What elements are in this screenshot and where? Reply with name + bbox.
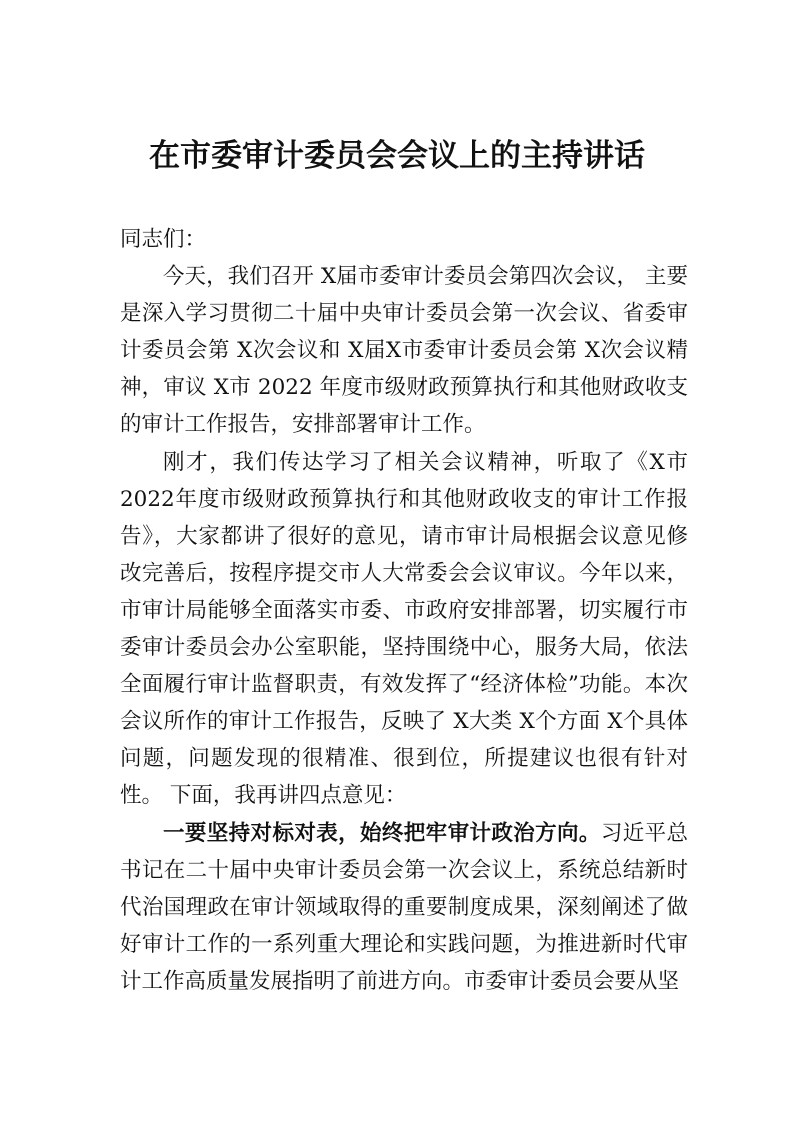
document-title: 在市委审计委员会会议上的主持讲话 <box>149 138 645 174</box>
paragraph-point-one <box>120 815 688 1000</box>
document-body <box>120 221 688 1000</box>
point-one-text: 习近平总书记在二十届中央审计委员会第一次会议上，系统总结新时代治国理政在审计领域取得的重要制度成果，深刻阐述了做好审计工作的一系列重大理论和实践问题，为推进新时代审计工作高质量发展指明了前进方向。市委审计委员会要从坚 <box>120 820 688 994</box>
salutation: 同志们： <box>120 227 207 252</box>
paragraph-review: 刚才，我们传达学习了相关会议精神，听取了《X市 2022年度市级财政预算执行和其他财政收支的审计工作报告》，大家都讲了很好的意见，请市审计局根据会议意见修改完善后，按程序提交市人大常委会会议审议。今年以来，市审计局能够全面落实市委、市政府安排部署，切实履行市委审计委员会办公室职能，坚持围绕中心，服务大局，依法全面履行审计监督职责，有效发挥了“经济体检”功能。本次会议所作的审计工作报告，反映了 X大类 X个方面 X个具体问题，问题发现的很精准、很到位，所提建议也很有针对性。 下面，我再讲四点意见： <box>120 449 688 809</box>
point-one-heading: 一要坚持对标对表，始终把牢审计政治方向。 <box>163 820 601 846</box>
paragraph-opening: 今天，我们召开 X届市委审计委员会第四次会议， 主要是深入学习贯彻二十届中央审计委员会第一次会议、省委审计委员会第 X次会议和 X届X市委审计委员会第 X次会议精神，审议 X市 2022 年度市级财政预算执行和其他财政收支的审计工作报告，安排部署审计工作。 <box>120 264 688 438</box>
